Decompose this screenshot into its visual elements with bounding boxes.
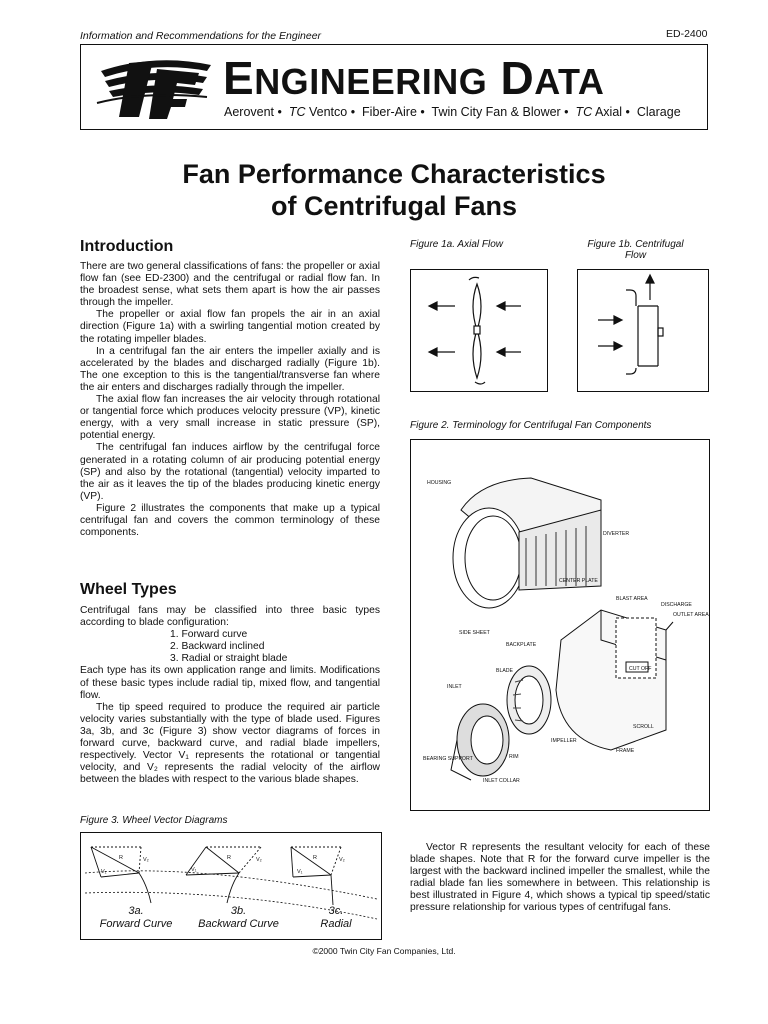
figure-1b-centrifugal-flow [577,269,709,392]
label-inlet: INLET [447,684,462,690]
label-impeller: IMPELLER [551,738,577,744]
figure-1a-axial-flow [410,269,548,392]
wheel-types-heading: Wheel Types [80,581,177,598]
document-title-line-2: of Centrifugal Fans [270,191,517,221]
vector-label-v2: V₂ [143,857,149,863]
label-cutoff: CUT OFF [629,666,652,672]
wheel-types-text [80,605,380,786]
vector-r-paragraph [410,842,710,915]
figure-3-caption: Figure 3. Wheel Vector Diagrams [80,815,228,826]
banner-title [223,51,604,105]
vector-r-text: Vector R represents the resultant velocity for each of these blade shapes. Note that R for the forward curve impeller is the largest with the backward inclined impeller the smallest, while the radial blade fan lies somewhere in between. This relationship is best illustrated in Figure 4, which shows a typical tip speed/static pressure relationship for various types of centrifugal fans. [410,842,710,914]
label-outlet-area: OUTLET AREA [673,612,709,618]
label-inlet-collar: INLET COLLAR [483,778,520,784]
label-blade: BLADE [496,668,514,674]
intro-paragraph: Figure 2 illustrates the components that make up a typical centrifugal fan and covers the common terminology of these components. [80,502,380,539]
brand-item: Fiber-Aire • [362,105,425,119]
centrifugal-flow-diagram [578,270,708,391]
label-backplate: BACKPLATE [506,642,537,648]
document-code: ED-2400 [666,28,708,40]
label-bearing-support: BEARING SUPPORT [423,756,473,762]
vector-label-r: R [227,855,231,861]
list-item: 1. Forward curve [170,629,248,641]
brand-item: TC Axial • [575,105,630,119]
label-frame: FRAME [616,748,635,754]
figure-1b-caption-line: Figure 1b. Centrifugal [587,239,684,250]
brand-item: TC Ventco • [288,105,356,119]
vector-label-v1: V₁ [101,869,107,875]
vector-label-v1: V₁ [297,869,303,875]
wheel-types-intro: Centrifugal fans may be classified into three basic types according to blade configuration: [80,605,380,629]
title-word-engineering: NGINEERING [254,61,488,102]
panel-3a-label: 3a. Forward Curve [99,905,173,930]
vector-label-v2: V₂ [339,857,345,863]
label-scroll: SCROLL [633,724,654,730]
title-initial-d: D [500,52,535,104]
label-side-sheet: SIDE SHEET [459,630,490,636]
label-center-plate: CENTER PLATE [559,578,598,584]
fan-exploded-drawing [411,440,709,810]
title-word-data: ATA [534,61,605,102]
brand-item: Clarage [636,105,681,119]
copyright-footer: ©2000 Twin City Fan Companies, Ltd. [312,946,456,956]
figure-3-vector-diagrams [80,832,382,940]
document-title-line-1: Fan Performance Characteristics [182,159,606,189]
list-item: 3. Radial or straight blade [170,653,288,665]
wheel-types-paragraph: Each type has its own application range and limits. Modifications of these basic types include radial tip, mixed flow, and tangential flow. [80,665,380,701]
company-logo [95,51,215,123]
brand-item: Aerovent • [224,105,282,119]
brand-item: Twin City Fan & Blower • [431,105,569,119]
panel-3b-label: 3b. Backward Curve [198,905,279,930]
figure-2-caption: Figure 2. Terminology for Centrifugal Fan Components [410,420,652,431]
axial-flow-diagram [411,270,547,391]
wheel-types-paragraph: The tip speed required to produce the required air particle velocity varies substantially with the type of blade used. Figures 3a, 3b, and 3c (Figure 3) show vector diagrams of forces in forward curve, backward curve, and radial blade impellers, respectively. Vector V₁ represents the rotational or tangential velocity, and V₂ represents the radial velocity of the airflow between the blades with respect to the various blade shapes. [80,701,380,786]
figure-2-fan-components [410,439,710,811]
blade-type-list [80,629,380,665]
intro-paragraph: The centrifugal fan induces airflow by the centrifugal force generated in a rotating column of air producing potential energy (SP) and also by the rotational (tangential) velocity imparted to the air as it leaves the tip of the blades producing kinetic energy (VP). [80,442,380,502]
vector-label-r: R [119,855,123,861]
intro-paragraph: The axial flow fan increases the air velocity through rotational or tangential force which produces velocity pressure (VP), kinetic energy, with a very small increase in static pressure (SP), potential energy. [80,394,380,442]
title-banner [80,44,708,130]
vector-label-v1: V₁ [191,867,197,873]
header-tagline: Information and Recommendations for the Engineer [80,30,322,42]
panel-3c-label: 3c. Radial [320,905,352,930]
title-initial-e: E [223,52,255,104]
list-item: 2. Backward inclined [170,641,265,653]
vector-label-r: R [313,855,317,861]
vector-label-v2: V₂ [256,857,262,863]
figure-1b-caption [578,239,693,261]
label-diverter: DIVERTER [603,531,630,537]
figure-1b-caption-line: Flow [624,250,647,261]
label-blast-area: BLAST AREA [616,596,648,602]
intro-paragraph: In a centrifugal fan the air enters the impeller axially and is accelerated by the blades and discharged radially (Figure 1b). The one exception to this is the tangential/transverse fan where the air enters and discharges radially through the impeller. [80,345,380,393]
label-discharge: DISCHARGE [661,602,692,608]
brand-list [224,105,681,119]
intro-paragraph: There are two general classifications of fans: the propeller or axial flow fan (see ED-2300) and the centrifugal or radial flow fan. In the broadest sense, what sets them apart is how the air passes through the impeller. [80,261,380,309]
label-rim: RIM [509,754,519,760]
label-housing: HOUSING [427,480,452,486]
document-title [80,158,708,222]
introduction-text [80,261,380,539]
introduction-heading: Introduction [80,238,174,255]
intro-paragraph: The propeller or axial flow fan propels the air in an axial direction (Figure 1a) with a swirling tangential motion created by the rotating impeller blades. [80,309,380,345]
figure-1a-caption: Figure 1a. Axial Flow [410,239,503,250]
